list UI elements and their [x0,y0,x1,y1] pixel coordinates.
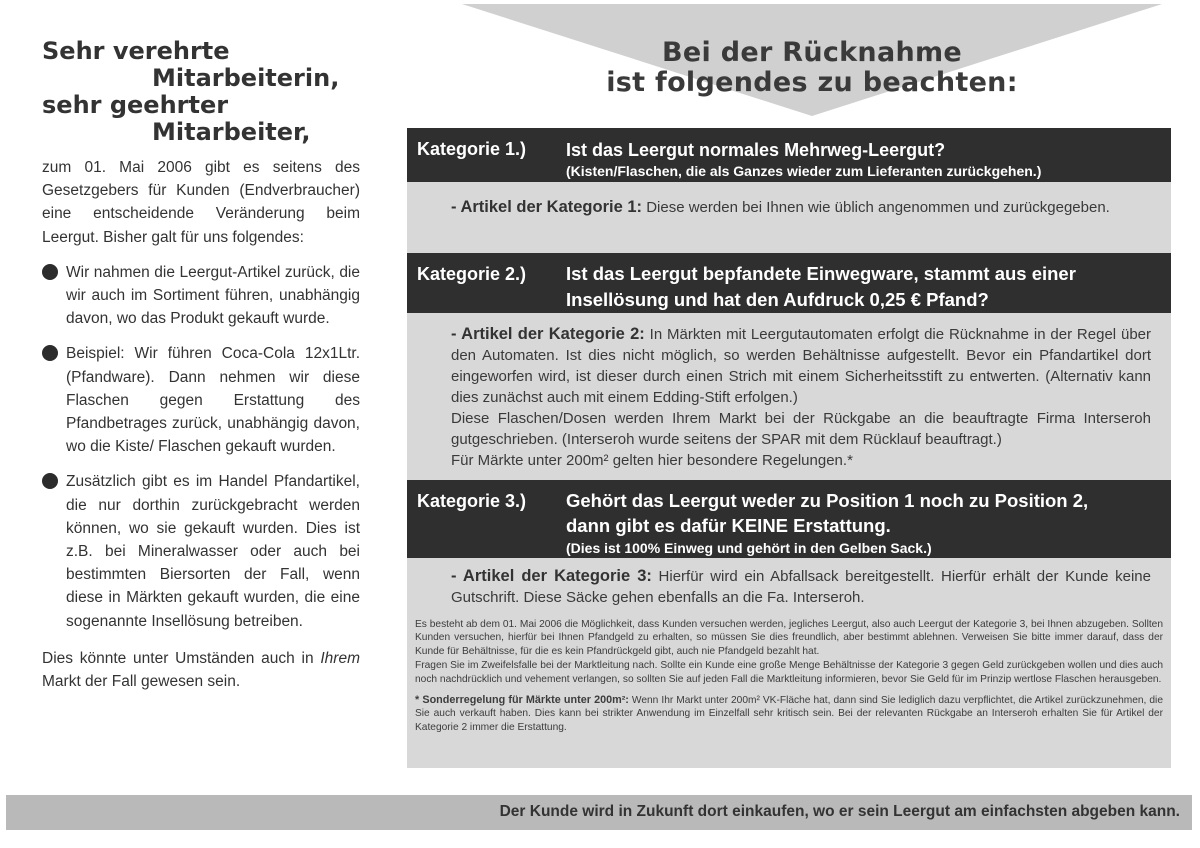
category-2-header [407,253,1171,313]
category-1-subtitle: (Kisten/Flaschen, die als Ganzes wieder zum Lieferanten zurückgehen.) [566,163,1042,179]
main-title-line-1: Bei der Rücknahme [661,37,963,68]
greeting-line-4: Mitarbeiter, [152,118,311,146]
greeting-line-3: sehr geehrter [42,91,229,119]
main-title [462,38,1162,98]
bullet-dot-icon [42,345,58,361]
category-2-question-line-1: Ist das Leergut bepfandete Einwegware, stammt aus einer [566,263,1076,284]
closing-paragraph [42,647,360,693]
category-1-text: Diese werden bei Ihnen wie üblich angenommen und zurückgegeben. [646,199,1110,216]
intro-paragraph: zum 01. Mai 2006 gibt es seitens des Gesetzgebers für Kunden (Endverbraucher) eine entscheidende Veränderung beim Leergut. Bisher galt für uns folgendes: [42,159,360,246]
fine-print-notes [415,618,1163,734]
category-3-label: Kategorie 3.) [417,491,527,511]
category-2-text: In Märkten mit Leergutautomaten erfolgt die Rücknahme in der Regel über den Automaten. Ist dies nicht möglich, so werden Behältnisse aufgestellt. Bevor ein Pfandartikel dort eingeworfen wird, ist dieser durch einen Strich mit einem Sicherheitsstift zu entwerten. (Alternativ kann dies zunächst auch mit einem Edding-Stift erfolgen.) [451,326,1151,406]
category-1-body [451,197,1151,218]
note-paragraph-1: Es besteht ab dem 01. Mai 2006 die Möglichkeit, dass Kunden versuchen werden, jegliches Leergut, also auch Leergut der Kategorie 3, bei Ihnen abzugeben. Sollten Kunden versuchen, hierfür bei Ihnen Pfandgeld zu erhalten, so müssen Sie dies freundlich, aber bestimmt ablehnen. Verweisen Sie bitte immer darauf, dass der Kunde für Behältnisse, für die es kein Pfandrückgeld gibt, auch nie Pfandgeld bezahlt hat. [415,619,1163,657]
category-2-text-2: Diese Flaschen/Dosen werden Ihrem Markt bei der Rückgabe an die beauftragte Firma Interseroh gutgeschrieben. (Interseroh wurde seitens der SPAR mit dem Rücklauf beauftragt.) [451,410,1151,448]
category-3-body [451,566,1151,608]
bullet-item [42,470,360,632]
left-column [42,38,360,693]
category-3-header [407,480,1171,558]
special-rule-text: Wenn Ihr Markt unter 200m² VK-Fläche hat, dann sind Sie lediglich dazu verpflichtet, die Artikel zurückzunehmen, die Sie auch verkauft haben. Dies kann bei strikter Anwendung im Einzelfall sehr kritisch sein. Bei der relevanten Rückgabe an Interseroh erhalten Sie für Artikel der Kategorie 2 immer die Erstattung. [415,695,1163,733]
bullet-text: Wir nahmen die Leergut-Artikel zurück, die wir auch im Sortiment führen, unabhängig davon, wo das Produkt gekauft wurde. [66,263,360,328]
category-3-question-line-2: dann gibt es dafür KEINE Erstattung. [566,515,891,536]
footer-bar [6,795,1192,830]
category-2-body [451,324,1151,471]
category-2-question-line-2: Insellösung und hat den Aufdruck 0,25 € Pfand? [566,289,989,310]
main-title-line-2: ist folgendes zu beachten: [606,67,1018,98]
greeting-line-1: Sehr verehrte [42,37,230,65]
closing-text-a: Dies könnte unter Umständen auch in [42,649,314,667]
bullet-item [42,261,360,331]
closing-text-italic: Ihrem [320,649,360,667]
special-rule-paragraph [415,694,1163,734]
greeting-heading [42,38,360,146]
category-1-question [566,139,1165,180]
category-2-question [566,261,1165,313]
category-2-label: Kategorie 2.) [417,264,527,284]
special-rule-lead: * Sonderregelung für Märkte unter 200m²: [415,694,629,707]
greeting-line-2: Mitarbeiterin, [152,64,340,92]
footer-slogan: Der Kunde wird in Zukunft dort einkaufen, wo er sein Leergut am einfachsten abgeben kann. [499,803,1180,820]
category-1-lead: - Artikel der Kategorie 1: [451,198,643,216]
bullet-text: Beispiel: Wir führen Coca-Cola 12x1Ltr. (Pfandware). Dann nehmen wir diese Flaschen gegen Erstattung des Pfandbetrages zurück, unabhängig davon, wo die Kiste/ Flaschen gekauft wurden. [66,345,360,456]
category-3-question [566,488,1165,558]
category-1-header [407,128,1171,182]
category-1-label: Kategorie 1.) [417,139,527,159]
category-3-subtitle: (Dies ist 100% Einweg und gehört in den Gelben Sack.) [566,540,932,556]
category-3-text: Hierfür wird ein Abfallsack bereitgestellt. Hierfür erhält der Kunde keine Gutschrift. Diese Säcke gehen ebenfalls an die Fa. Interseroh. [451,568,1151,606]
category-3-question-line-1: Gehört das Leergut weder zu Position 1 noch zu Position 2, [566,490,1089,511]
bullet-dot-icon [42,264,58,280]
bullet-dot-icon [42,473,58,489]
bullet-text: Zusätzlich gibt es im Handel Pfandartikel, die nur dorthin zurückgebracht werden können, wo sie gekauft wurden. Dies ist z.B. bei Mineralwasser oder auch bei bestimmten Biersorten der Fall, wenn diese in Märkten gekauft wurden, die eine sogenannte Insellösung betreiben. [66,473,360,630]
category-3-lead: - Artikel der Kategorie 3: [451,567,652,585]
category-1-question-text: Ist das Leergut normales Mehrweg-Leergut? [566,140,946,160]
category-2-lead: - Artikel der Kategorie 2: [451,325,645,343]
category-2-text-3: Für Märkte unter 200m² gelten hier besondere Regelungen.* [451,452,853,469]
note-paragraph-2: Fragen Sie im Zweifelsfalle bei der Marktleitung nach. Sollte ein Kunde eine große Menge Behältnisse der Kategorie 3 gegen Geld zurückgeben wollen und dies auch noch nachdrücklich und vehement verlangen, so sollten Sie auf jeden Fall die Marktleitung informieren, bevor Sie Geld für im Prinzip wertlose Flaschen herausgeben. [415,660,1163,685]
closing-text-b: Markt der Fall gewesen sein. [42,673,241,691]
bullet-item [42,342,360,458]
